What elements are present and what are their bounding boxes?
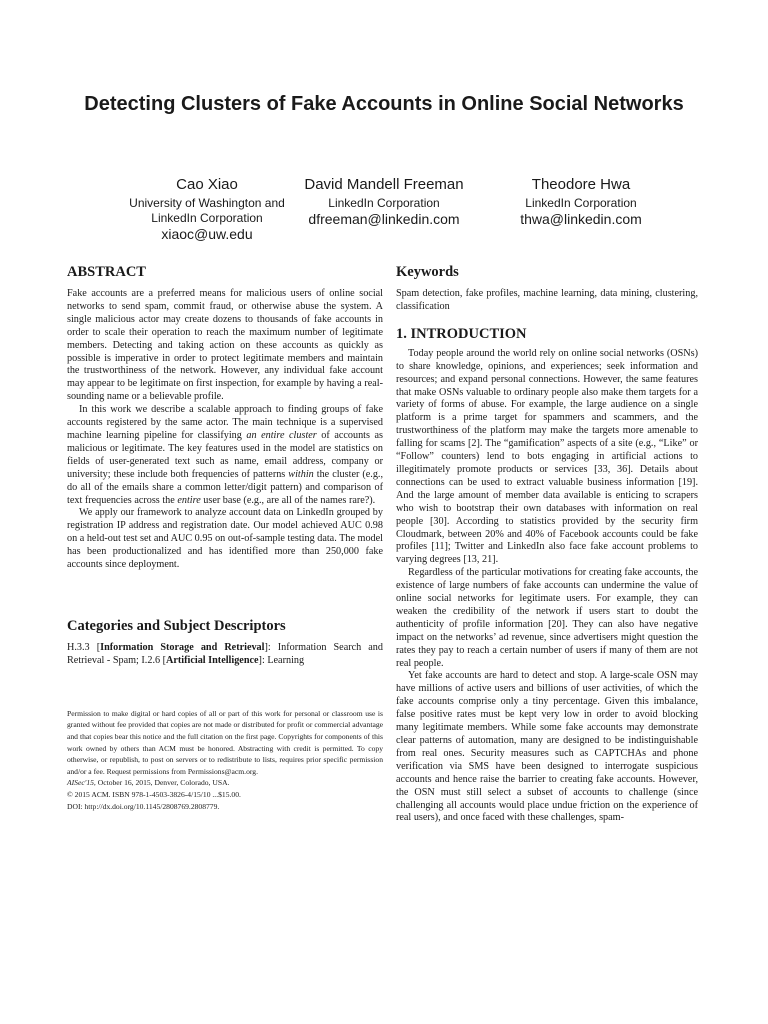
- intro-paragraph: Yet fake accounts are hard to detect and stop. A large-scale OSN may have millions of active users and billions of user activities, of which the fake accounts comprise only a tiny percentage. Given this imbalance, false positive rates must be kept very low in order to avoid blocking many legitimate members. While some fake accounts may demonstrate clear patterns of automation, many are designed to be indistinguishable from real ones. Security measures such as CAPTCHAs and phone verification via SMS have been designed to interrogate suspicious accounts and hence raise the barrier to creating fake accounts. However, the OSN must still select a subset of accounts to challenge (since challenging all accounts would place undue friction on the experience of real users), and once faced with these challenges, spam-: [396, 670, 698, 824]
- keywords-text: Spam detection, fake profiles, machine learning, data mining, clustering, classification: [396, 288, 698, 312]
- paper-title: Detecting Clusters of Fake Accounts in Online Social Networks: [84, 93, 684, 115]
- permission-text: Permission to make digital or hard copies of all or part of this work for personal or classroom use is granted without fee provided that copies are not made or distributed for profit or commercial advantage and that copies bear this notice and the full citation on the first page. Copyrights for components of this work owned by others than ACM must be honored. Abstracting with credit is permitted. To copy otherwise, or republish, to post on servers or to redistribute to lists, requires prior specific permission and/or a fee. Request permissions from Permissions@acm.org.: [67, 708, 383, 776]
- author-affiliation: LinkedIn Corporation: [151, 211, 263, 225]
- doi-line: DOI: http://dx.doi.org/10.1145/2808769.2808779.: [67, 801, 220, 811]
- author-email: xiaoc@uw.edu: [161, 226, 253, 242]
- left-column: [67, 262, 383, 812]
- author-affiliation: LinkedIn Corporation: [525, 196, 637, 210]
- abstract-paragraph: We apply our framework to analyze account data on LinkedIn grouped by registration IP address and registration date. Our model achieved AUC 0.98 on a held-out test set and AUC 0.95 on out-of-sample testing data. The model has been productionalized and has identified more than 250,000 fake accounts since deployment.: [67, 507, 383, 571]
- author-block: [488, 176, 674, 227]
- author-name: Theodore Hwa: [531, 176, 631, 193]
- author-email: thwa@linkedin.com: [520, 211, 642, 227]
- intro-paragraph: Today people around the world rely on online social networks (OSNs) to share knowledge, opinions, and experiences; seek information and resources; and expand personal connections. However, the same features that make OSNs valuable to ordinary people also make them targets for a variety of forms of abuse. For example, the large audience on a single platform is a prime target for spammers and scammers, and the trustworthiness of the platform may make the targets more amenable to falling for scams [2]. The “gamification” aspects of a site (e.g., “Like” or “Follow” counters) lend to bots engaging in artificial actions to illegitimately promote products or services [33, 36]. Details about connections can be used to extract valuable business information [19]. And the large amount of member data available is enticing to scrapers who wish to bootstrap their own databases with information on real people [30]. According to statistics provided by the security firm Cloudmark, between 20% and 40% of Facebook accounts could be fake profiles [11]; Twitter and LinkedIn also face fake account problems to varying degrees [13, 21].: [396, 347, 698, 566]
- categories-text: H.3.3 [Information Storage and Retrieval]: Information Search and Retrieval - Spam; I.2.6 [Artificial Intelligence]: Learning: [67, 641, 383, 666]
- permission-block: [67, 708, 383, 812]
- author-email: dfreeman@linkedin.com: [308, 211, 460, 227]
- intro-paragraph: Regardless of the particular motivations for creating fake accounts, the existence of large numbers of fake accounts can undermine the value of online social networks for legitimate users. For example, they can weaken the credibility of the network if users start to doubt the authenticity of profile information [20]. They can also have negative impact on the networks’ ad revenue, since advertisers might question the rates they pay to reach a certain number of users if many of them are not real people.: [396, 567, 698, 669]
- author-name: Cao Xiao: [176, 176, 238, 193]
- author-affiliation: LinkedIn Corporation: [328, 196, 440, 210]
- abstract-paragraph: Fake accounts are a preferred means for malicious users of online social networks to send spam, commit fraud, or otherwise abuse the system. A single malicious actor may create dozens to thousands of fake accounts in order to scale their operation to reach the maximum number of legitimate members. Detecting and taking action on these accounts as quickly as possible is imperative in order to protect legitimate members and maintain the trustworthiness of the network. However, any individual fake account may appear to be legitimate on first inspection, for example by having a real-sounding name or a believable profile.: [67, 288, 383, 403]
- abstract-heading: ABSTRACT: [67, 264, 146, 280]
- keywords-heading: Keywords: [396, 264, 459, 280]
- right-column: [396, 262, 698, 825]
- venue-line: AISec'15, October 16, 2015, Denver, Colorado, USA.: [67, 778, 230, 788]
- abstract-paragraph: In this work we describe a scalable approach to finding groups of fake accounts registered by the same actor. The main technique is a supervised machine learning pipeline for classifying an entire cluster of accounts as malicious or legitimate. The key features used in the model are statistics on fields of user-generated text such as name, email address, company or university; these include both frequencies of patterns within the cluster (e.g., do all of the emails share a common letter/digit pattern) and comparison of text frequencies across the entire user base (e.g., are all of the names rare?).: [67, 404, 384, 506]
- author-affiliation: University of Washington and: [129, 196, 285, 210]
- author-block: [102, 176, 312, 242]
- introduction-heading: 1. INTRODUCTION: [396, 325, 527, 342]
- author-name: David Mandell Freeman: [304, 176, 464, 193]
- categories-heading: Categories and Subject Descriptors: [67, 617, 286, 634]
- copyright-line: © 2015 ACM. ISBN 978-1-4503-3826-4/15/10 ...$15.00.: [67, 789, 241, 799]
- author-block: [288, 176, 480, 227]
